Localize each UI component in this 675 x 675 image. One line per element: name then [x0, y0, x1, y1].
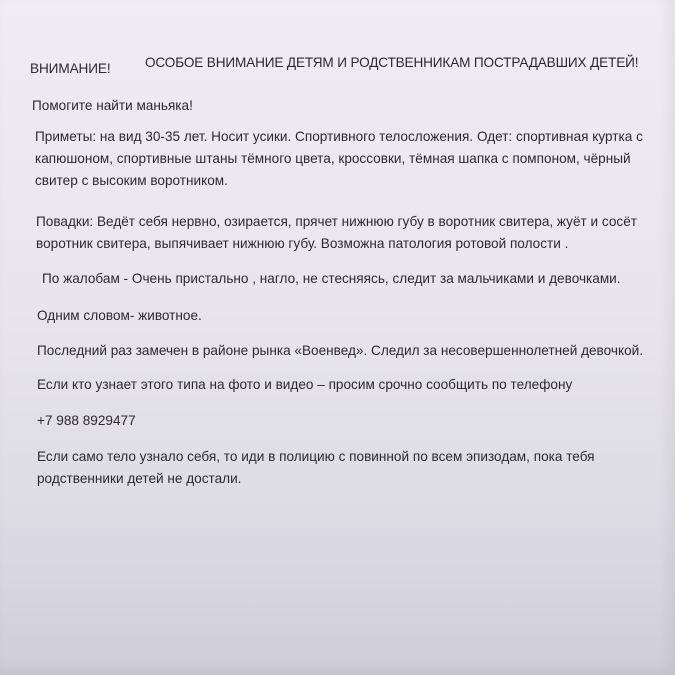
phone-number: +7 988 8929477	[37, 413, 136, 428]
paragraph-last-seen: Последний раз замечен в районе рынка «Военвед». Следил за несовершеннолетней девочкой.	[37, 343, 644, 358]
paragraph-summary: Одним словом- животное.	[37, 308, 202, 323]
paragraph-find-maniac: Помогите найти маньяка!	[32, 98, 193, 113]
paragraph-description: Приметы: на вид 30-35 лет. Носит усики. Спортивного телосложения. Одет: спортивная куртка с капюшоном, спортивные штаны тёмного цвета, кроссовки, тёмная шапка с помпоном, чёрный свитер с высоким воротником.	[35, 129, 643, 188]
paragraph-complaints: По жалобам - Очень пристально , нагло, не стесняясь, следит за мальчиками и девочками.	[42, 271, 621, 286]
paragraph-habits: Повадки: Ведёт себя нервно, озирается, прячет нижнюю губу в воротник свитера, жуёт и сосёт воротник свитера, выпячивает нижнюю губу. Возможна патология ротовой полости .	[36, 214, 638, 251]
paragraph-contact-request: Если кто узнает этого типа на фото и видео – просим срочно сообщить по телефону	[37, 377, 573, 392]
paragraph-final-warning: Если само тело узнало себя, то иди в полицию с повинной по всем эпизодам, пока тебя родственники детей не достали.	[37, 449, 595, 486]
notice-heading: ОСОБОЕ ВНИМАНИЕ ДЕТЯМ И РОДСТВЕННИКАМ ПОСТРАДАВШИХ ДЕТЕЙ!	[145, 55, 639, 70]
warning-heading: ВНИМАНИЕ!	[30, 61, 111, 76]
